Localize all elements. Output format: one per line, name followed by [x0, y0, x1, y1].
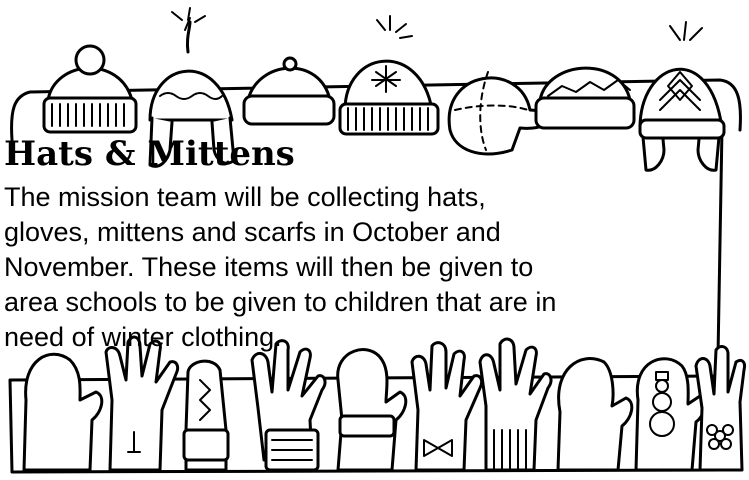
knit-cap-icon	[536, 68, 634, 128]
body-line: need of winter clothing.	[4, 322, 282, 352]
body-line: November. These items will then be given to	[4, 252, 534, 282]
body-line: area schools to be given to children that are in	[4, 287, 557, 317]
body-line: gloves, mittens and scarfs in October and	[4, 217, 501, 247]
pompom-beanie-icon	[44, 46, 136, 132]
flyer-title: Hats & Mittens	[4, 134, 295, 174]
snowflake-beanie-icon	[340, 16, 438, 134]
cuffed-glove-icon	[252, 341, 325, 470]
zigzag-mitten-icon	[184, 361, 228, 470]
baseball-cap-icon	[244, 58, 334, 124]
flyer-body	[4, 180, 704, 355]
diamond-earflap-hat-icon	[640, 22, 724, 170]
body-line: The mission team will be collecting hats,	[4, 182, 486, 212]
mitten-icon	[24, 354, 102, 470]
flower-glove-icon	[696, 347, 745, 470]
